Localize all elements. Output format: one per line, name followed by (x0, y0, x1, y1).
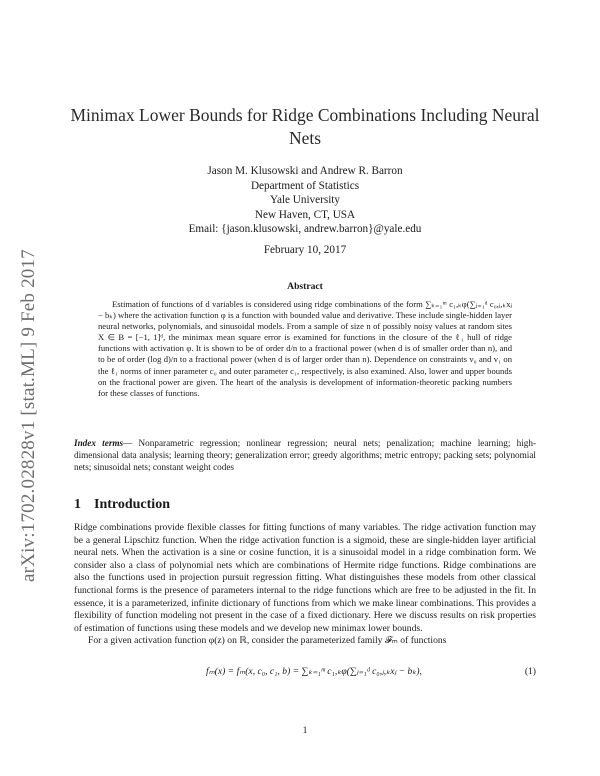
section-title: Introduction (94, 497, 170, 512)
equation-number: (1) (524, 666, 536, 677)
paper-date: February 10, 2017 (263, 244, 347, 256)
index-terms-text: Nonparametric regression; nonlinear regression; neural nets; penalization; machine learning; high-dimensional data analysis; learning theory; generalization error; greedy algorithms; metric entropy; packing sets; polynomial nets; sinusoidal nets; constant weight codes (74, 438, 536, 472)
index-terms (74, 437, 536, 473)
index-terms-label: Index terms (74, 438, 124, 448)
introduction-body (74, 522, 536, 648)
equation-body: fₘ(x) = fₘ(x, c₀, c₁, b) = ∑ₖ₌₁ᵐ c₁,ₖφ(∑ⱼ₌₁ᵈ c₀,ⱼ,ₖxⱼ − bₖ), (206, 666, 422, 677)
equation-1 (74, 666, 536, 680)
author-block (70, 164, 540, 237)
section-heading (74, 497, 536, 513)
author-location: New Haven, CT, USA (254, 208, 356, 221)
section-number: 1 (74, 497, 81, 512)
abstract-heading: Abstract (287, 281, 323, 292)
author-university: Yale University (269, 194, 341, 207)
intro-paragraph-1: Ridge combinations provide flexible classes for fitting functions of many variables. The ridge activation function may be a general Lipschitz function. When the ridge activation function is a sigmoid, these are single-hidden layer artificial neural nets. When the activation is a sine or cosine function, it is a sinusoidal model in a ridge combination form. We consider also a class of polynomial nets which are combinations of Hermite ridge functions. Ridge combinations are also the functions used in projection pursuit regression fitting. What distinguishes these models from other classical functional forms is the presence of parameters internal to the ridge functions which are free to be adjusted in the fit. In essence, it is a parameterized, infinite dictionary of functions from which we make linear combinations. This provides a flexibility of function modeling not present in the case of a fixed dictionary. Here we discuss results on risk properties of estimation of functions using these models and we develop new minimax lower bounds. (74, 522, 536, 634)
author-names: Jason M. Klusowski and Andrew R. Barron (207, 165, 403, 177)
author-department: Department of Statistics (250, 179, 360, 192)
abstract-body: Estimation of functions of d variables is considered using ridge combinations of the form ∑ₖ₌₁ᵐ c₁,ₖφ(∑ⱼ₌₁ᵈ c₀,ⱼ,ₖxⱼ − bₖ) where the activation function φ is a function with bounded value and derivative. These include single-hidden layer neural networks, polynomials, and sinusoidal models. From a sample of size n of possibly noisy values at random sites X ∈ B = [−1, 1]ᵈ, the minimax mean square error is examined for functions in the closure of the ℓ₁ hull of ridge functions with activation φ. It is shown to be of order d/n to a fractional power (when d is of smaller order than n), and to be of order (log d)/n to a fractional power (when d is of larger order than n). Dependence on constraints v₀ and v₁ on the ℓ₁ norms of inner parameter c₀ and outer parameter c₁, respectively, is also examined. Also, lower and upper bounds on the fractional power are given. The heart of the analysis is development of information-theoretic packing numbers for these classes of functions. (98, 299, 512, 398)
arxiv-identifier-stamp: arXiv:1702.02828v1 [stat.ML] 9 Feb 2017 (18, 249, 39, 582)
author-email: Email: {jason.klusowski, andrew.barron}@yale.edu (188, 223, 422, 236)
page-number: 1 (302, 725, 308, 736)
index-terms-separator: — (123, 438, 139, 448)
paper-title: Minimax Lower Bounds for Ridge Combinations Including Neural Nets (70, 105, 540, 148)
intro-paragraph-2: For a given activation function φ(z) on ℝ, consider the parameterized family 𝓕ₘ of functions (88, 635, 447, 647)
